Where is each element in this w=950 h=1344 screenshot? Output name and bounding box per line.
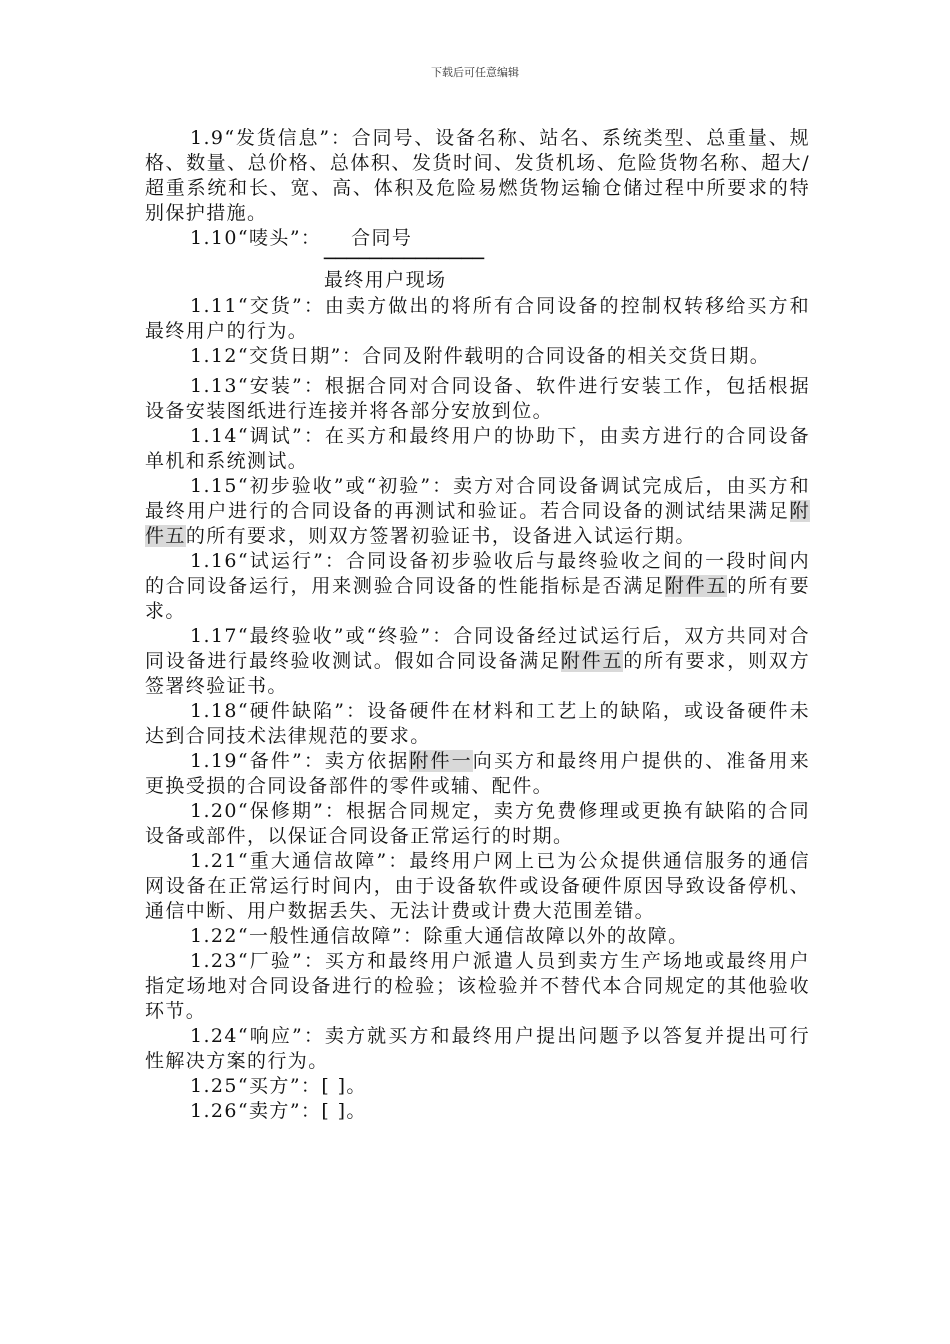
clause-1-25: 1.25“买方”：[ ]。: [190, 1075, 367, 1097]
attachment-5-link[interactable]: 附件五: [560, 650, 624, 672]
clause-1-22: 1.22“一般性通信故障”：除重大通信故障以外的故障。: [190, 925, 689, 947]
clause-1-9: 1.9“发货信息”：合同号、设备名称、站名、系统类型、总重量、规格、数量、总价格、总体积、发货时间、发货机场、危险货物名称、超大/超重系统和长、宽、高、体积及危险易燃货物运输仓储过程中所要求的特别保护措施。: [145, 127, 810, 224]
attachment-5-link[interactable]: 附件五: [664, 575, 728, 597]
clause-1-21: 1.21“重大通信故障”：最终用户网上已为公众提供通信服务的通信网设备在正常运行时间内，由于设备软件或设备硬件原因导致设备停机、通信中断、用户数据丢失、无法计费或计费大范围差错。: [145, 850, 810, 922]
clause-1-17-text-b: 的所有要求，则双方签署终验证书。: [145, 650, 810, 697]
clause-1-16: [145, 549, 810, 624]
clause-1-10-label: 1.10“唛头”：: [190, 227, 322, 249]
clause-1-19-text-a: 1.19“备件”：卖方依据: [190, 750, 410, 772]
clause-1-15: [145, 474, 810, 549]
clause-1-18: 1.18“硬件缺陷”：设备硬件在材料和工艺上的缺陷，或设备硬件未达到合同技术法律规范的要求。: [145, 700, 810, 747]
attachment-5-link[interactable]: 附件五: [145, 500, 810, 547]
clause-1-10-subline: 最终用户现场: [324, 269, 447, 291]
clause-1-15-text-a: 1.15“初步验收”或“初验”：卖方对合同设备调试完成后，由买方和最终用户进行的合同设备的再测试和验证。若合同设备的测试结果满足: [145, 475, 810, 522]
shipping-mark-divider: ──────────────: [324, 248, 485, 270]
document-body: [145, 126, 810, 1124]
clause-1-12: 1.12“交货日期”：合同及附件载明的合同设备的相关交货日期。: [190, 345, 771, 367]
clause-1-17-text-a: 1.17“最终验收”或“终验”：合同设备经过试运行后，双方共同对合同设备进行最终验收测试。假如合同设备满足: [145, 625, 810, 672]
clause-1-20: 1.20“保修期”：根据合同规定，卖方免费修理或更换有缺陷的合同设备或部件，以保证合同设备正常运行的时期。: [145, 800, 810, 847]
clause-1-11: 1.11“交货”：由卖方做出的将所有合同设备的控制权转移给买方和最终用户的行为。: [145, 295, 810, 342]
clause-1-17: [145, 624, 810, 699]
clause-1-24: 1.24“响应”：卖方就买方和最终用户提出问题予以答复并提出可行性解决方案的行为。: [145, 1025, 810, 1072]
clause-1-16-text-a: 1.16“试运行”：合同设备初步验收后与最终验收之间的一段时间内的合同设备运行，用来测验合同设备的性能指标是否满足: [145, 550, 810, 597]
attachment-1-link[interactable]: 附件一: [409, 750, 473, 772]
clause-1-26: 1.26“卖方”：[ ]。: [190, 1100, 367, 1122]
clause-1-19: [145, 749, 810, 799]
page-header-note: 下载后可任意编辑: [431, 66, 519, 79]
clause-1-15-text-b: 的所有要求，则双方签署初验证书，设备进入试运行期。: [185, 525, 696, 547]
clause-1-14: 1.14“调试”：在买方和最终用户的协助下，由卖方进行的合同设备单机和系统测试。: [145, 425, 810, 472]
clause-1-16-text-b: 的所有要求。: [145, 575, 810, 622]
clause-1-19-text-b: 向买方和最终用户提供的、准备用来更换受损的合同设备部件的零件或辅、配件。: [145, 750, 811, 797]
clause-1-23: 1.23“厂验”：买方和最终用户派遣人员到卖方生产场地或最终用户指定场地对合同设备进行的检验；该检验并不替代本合同规定的其他验收环节。: [145, 950, 810, 1022]
clause-1-10-value: 合同号: [351, 227, 413, 249]
clause-1-13: 1.13“安装”：根据合同对合同设备、软件进行安装工作，包括根据设备安装图纸进行连接并将各部分安放到位。: [145, 375, 810, 422]
